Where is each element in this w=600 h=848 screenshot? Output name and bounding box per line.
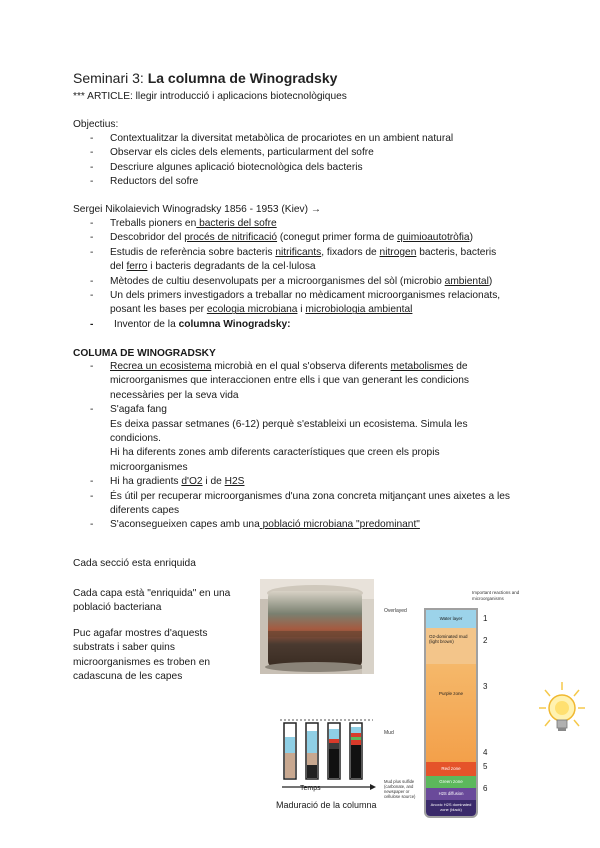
list-item: - Reductors del sofre	[90, 176, 199, 188]
link[interactable]: microbiologia ambiental	[305, 304, 413, 316]
link[interactable]: d'O2	[181, 476, 203, 488]
list-item: Es deixa passar setmanes (6-12) perquè s'estableixi un ecosistema. Simula les	[110, 418, 468, 430]
list-item: - És útil per recuperar microorganismes d'una zona concreta mitjançant unes aixetes a les	[90, 490, 511, 502]
list-item: necessàries per la seva vida	[110, 389, 239, 401]
zone-number-2: 2	[483, 636, 488, 645]
bio-list	[90, 217, 500, 332]
list-item: posant les bases per ecologia microbiana i microbiologia ambiental	[110, 304, 413, 316]
list-item: microorganismes	[110, 461, 188, 473]
article-note: *** ARTICLE: llegir introducció i aplicacions biotecnològiques	[73, 91, 347, 102]
link[interactable]: ferro	[126, 261, 148, 273]
link[interactable]: procés de nitrificació	[184, 232, 278, 244]
link[interactable]: quimioautotròfia	[397, 232, 470, 244]
jar-photo	[260, 579, 374, 674]
zone-3: Purple zone	[426, 664, 476, 762]
zone-4: Red zone	[426, 762, 476, 776]
zone-number-5: 5	[483, 762, 488, 771]
tubes-axis-label: Temps	[300, 785, 321, 792]
side-note-1: Cada secció esta enriquida	[73, 558, 196, 569]
objectives-list	[90, 132, 453, 190]
list-item: - Treballs pioners en bacteris del sofre	[90, 218, 277, 229]
zone-6: H2S diffusion	[426, 788, 476, 800]
tube-2	[306, 723, 318, 779]
list-item: diferents capes	[110, 505, 180, 517]
section-heading: COLUMA DE WINOGRADSKY	[73, 348, 216, 359]
page-title: Seminari 3: La columna de Winogradsky	[73, 70, 338, 86]
zone-number-3: 3	[483, 682, 488, 691]
tube-4	[350, 723, 362, 779]
zone-number-1: 1	[483, 614, 488, 623]
zone-7: Anoxic H2S dominated zone (black)	[426, 800, 476, 816]
tubes-caption: Maduració de la columna	[276, 800, 377, 810]
zone-2: O2-dominated mud (light brown)	[426, 628, 476, 664]
link[interactable]: bacteris del sofre	[196, 218, 277, 229]
tube-1	[284, 723, 296, 779]
list-item: condicions.	[110, 433, 161, 445]
side-note-2: Cada capa està "enriquida" en una població bacteriana	[73, 588, 231, 614]
zone-1: Water layer	[426, 610, 476, 628]
link[interactable]: metabolismes	[390, 361, 454, 372]
list-item: Hi ha diferents zones amb diferents característiques que creen els propis	[110, 447, 440, 459]
diagram-mud: Mud	[384, 730, 394, 736]
link[interactable]: ecologia microbiana	[206, 304, 298, 316]
column-tube	[424, 608, 478, 818]
list-item: - Recrea un ecosistema microbià en el qual s'observa diferents metabolismes de	[90, 361, 468, 372]
list-item: - S'aconsegueixen capes amb una població microbiana "predominant"	[90, 519, 420, 531]
list-item: - Mètodes de cultiu desenvolupats per a microorganismes del sòl (microbio ambiental)	[90, 275, 493, 287]
list-item: - S'agafa fang	[90, 404, 167, 416]
list-item: microorganismes que interaccionen entre ells i que van generant les condicions	[110, 375, 470, 387]
diagram-overlayed: Overlayed	[384, 608, 407, 614]
link[interactable]: H2S	[224, 476, 245, 488]
zone-number-4: 4	[483, 748, 488, 757]
objectives-heading: Objectius:	[73, 119, 119, 130]
bio-heading: Sergei Nikolaievich Winogradsky 1856 - 1953 (Kiev) →	[73, 204, 322, 215]
side-note-3: Puc agafar mostres d'aquests substrats i saber quins microorganismes es troben en cadascuna de les capes	[73, 628, 211, 683]
link[interactable]: nitrificants	[275, 246, 322, 258]
list-item: - Un dels primers investigadors a treballar no mèdicament microorganismes relacionats,	[90, 290, 501, 302]
list-item: - Observar els cicles dels elements, particularment del sofre	[90, 147, 374, 159]
diagram-bottom-note: Mud plus sulfide (carbonate, and newspaper or cellulose source)	[384, 779, 416, 799]
light-bulb-icon	[537, 680, 587, 740]
list-item: - Descobridor del procés de nitrificació (conegut primer forma de quimioautotròfia)	[90, 232, 474, 244]
list-item: - Estudis de referència sobre bacteris nitrificants, fixadors de nitrogen bacteris, bacteris	[90, 246, 497, 258]
zone-number-6: 6	[483, 784, 488, 793]
diagram-header: Important reactions and microorganisms	[472, 590, 520, 601]
list-item: - Inventor de la columna Winogradsky:	[90, 318, 291, 330]
tube-3	[328, 723, 340, 779]
list-item: - Contextualitzar la diversitat metabòlica de procariotes en un ambient natural	[90, 133, 454, 144]
list-item: del ferro i bacteris degradants de la cel·lulosa	[110, 261, 316, 273]
link[interactable]: nitrogen	[379, 246, 417, 258]
zone-5: Green zone	[426, 776, 476, 788]
list-item: - Descriure algunes aplicació biotecnològica dels bacteris	[90, 161, 363, 173]
tubes-diagram	[278, 717, 388, 802]
link[interactable]: ambiental	[444, 275, 489, 287]
list-item: - Hi ha gradients d'O2 i de H2S	[90, 476, 245, 488]
link[interactable]: població microbiana "predominant"	[259, 519, 420, 531]
column-list	[90, 360, 510, 533]
link[interactable]: Recrea un ecosistema	[110, 361, 212, 372]
